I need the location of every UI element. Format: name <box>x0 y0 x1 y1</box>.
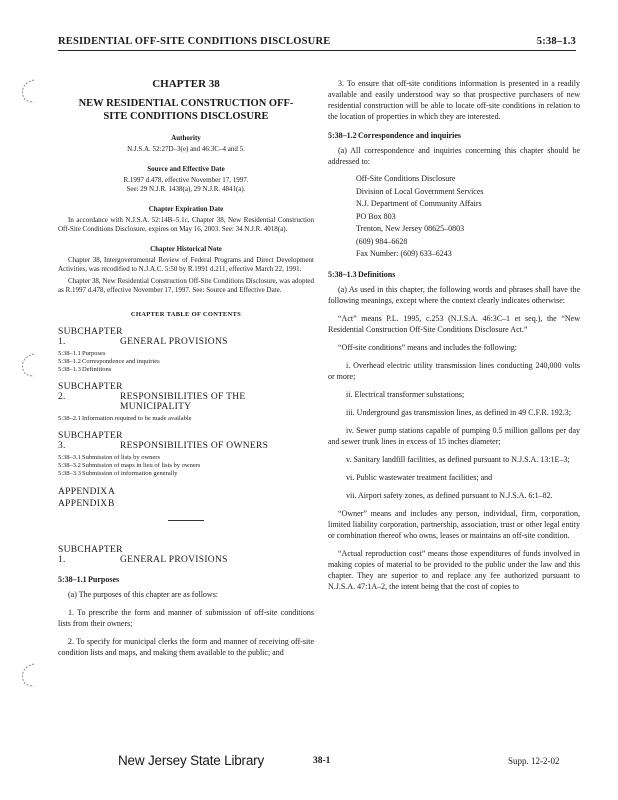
address-line: Division of Local Government Services <box>356 186 484 196</box>
left-column <box>58 66 314 658</box>
page-number: 38-1 <box>313 756 331 766</box>
section-intro: (a) The purposes of this chapter are as follows: <box>68 590 219 599</box>
address-line: Off-Site Conditions Disclosure <box>356 174 456 183</box>
toc-item: 5:38–3.1Submission of lists by owners <box>58 454 161 461</box>
definition-owner: “Owner” means and includes any person, individual, firm, corporation, limited liability corporation, partnership, association, trust or other legal entity or combination thereof who owns, leases or maintains an off-site condition. <box>328 508 580 540</box>
source-line: See: 29 N.J.R. 1438(a), 29 N.J.R. 4841(a). <box>126 185 246 193</box>
chapter-number: CHAPTER 38 <box>152 78 220 90</box>
historical-paragraph: Chapter 38, Intergovernmental Review of Federal Programs and Direct Development Activities, was recodified to N.J.A.C. 5:50 by R.1991 d.211, effective March 22, 1991. <box>58 256 314 273</box>
source-line: R.1997 d.478, effective November 17, 1997. <box>123 176 249 184</box>
address-line: Trenton, New Jersey 08625–0803 <box>356 224 465 233</box>
purpose-item: 3. To ensure that off-site conditions information is presented in a readily available and easily understood way so that prospective purchasers of new residential construction will be able to locate off-site conditions in relation to the location of properties in which they are interested. <box>328 79 580 121</box>
toc-subchapter-title: RESPONSIBILITIES OF THE <box>120 392 246 402</box>
address-line: PO Box 803 <box>356 211 396 221</box>
subchapter-heading: SUBCHAPTER 1. GENERAL PROVISIONS <box>58 545 228 565</box>
source-heading: Source and Effective Date <box>147 165 225 173</box>
offsite-condition-item: iii. Underground gas transmission lines, as defined in 49 C.F.R. 192.3; <box>346 407 571 417</box>
historical-paragraph: Chapter 38, New Residential Construction Off-Site Conditions Disclosure, was adopted as R.1997 d.478, effective November 17, 1997. See: Source and Effective Date. <box>58 277 314 294</box>
toc-heading: CHAPTER TABLE OF CONTENTS <box>130 311 242 318</box>
definition-act: “Act” means P.L. 1995, c.253 (N.J.S.A. 46:3C–1 et seq.), the “New Residential Construction Off-Site Conditions Disclosure Act.” <box>328 313 580 334</box>
punch-hole-mark <box>18 78 40 104</box>
toc-subchapter-label: SUBCHAPTER 2. <box>58 382 123 402</box>
running-head <box>58 36 576 51</box>
address-line: (609) 984–6628 <box>356 236 408 246</box>
toc-subchapter-heading <box>58 431 314 451</box>
toc-subchapter-label: SUBCHAPTER 1. <box>58 327 123 347</box>
toc-subchapter-label: SUBCHAPTER 3. <box>58 431 123 451</box>
section-heading: 5:38–1.3Definitions <box>328 269 396 279</box>
section-heading: 5:38–1.1Purposes <box>58 575 120 584</box>
toc-item: 5:38–2.1Information required to be made available <box>58 415 192 422</box>
running-head-title: RESIDENTIAL OFF-SITE CONDITIONS DISCLOSURE <box>58 36 331 47</box>
toc-subchapter-title: GENERAL PROVISIONS <box>120 337 228 347</box>
definition-offsite: “Off-site conditions” means and includes the following: <box>338 342 517 352</box>
authority-heading: Authority <box>171 134 201 142</box>
library-stamp: New Jersey State Library <box>118 753 265 768</box>
toc-item: 5:38–1.2Correspondence and inquiries <box>58 358 160 365</box>
expiration-text: In accordance with N.J.S.A. 52:14B–5.1c, Chapter 38, New Residential Construction Off-Site Conditions Disclosure, expires on May 16, 2003. See: 34 N.J.R. 4018(a). <box>58 216 314 233</box>
divider <box>168 520 204 521</box>
section-intro: (a) As used in this chapter, the following words and phrases shall have the following meanings, except where the context clearly indicates otherwise: <box>328 284 580 305</box>
purpose-item: 1. To prescribe the form and manner of submission of off-site conditions lists from their owners; <box>58 608 314 628</box>
toc-item: 5:38–1.1Purposes <box>58 350 106 357</box>
offsite-condition-item: ii. Electrical transformer substations; <box>346 389 465 399</box>
address-line: Fax Number: (609) 633–6243 <box>356 249 452 258</box>
supplement-date: Supp. 12-2-02 <box>508 756 560 766</box>
offsite-condition-item: i. Overhead electric utility transmission lines conducting 240,000 volts or more; <box>328 360 580 381</box>
offsite-condition-item: vii. Airport safety zones, as defined pursuant to N.J.S.A. 6:1–82. <box>346 490 553 500</box>
section-text: (a) All correspondence and inquiries concerning this chapter should be addressed to: <box>328 146 580 166</box>
authority-text: N.J.S.A. 52:27D–3(e) and 46:3C–4 and 5. <box>127 145 245 153</box>
toc-subchapter-title-continued: MUNICIPALITY <box>120 402 192 412</box>
offsite-condition-item: vi. Public wastewater treatment facilities; and <box>346 472 493 482</box>
right-column <box>328 66 580 592</box>
purpose-item: 2. To specify for municipal clerks the form and manner of receiving off-site condition lists and maps, and making them available to the public; and <box>58 637 314 657</box>
toc-item: 5:38–3.3Submission of information generally <box>58 470 178 477</box>
mailing-address <box>328 173 580 261</box>
address-line: N.J. Department of Community Affairs <box>356 199 482 208</box>
toc-item: 5:38–3.2Submission of maps in lieu of lists by owners <box>58 462 201 469</box>
historical-heading: Chapter Historical Note <box>150 245 222 253</box>
punch-hole-mark <box>18 662 40 688</box>
punch-hole-mark <box>18 352 40 378</box>
chapter-title: NEW RESIDENTIAL CONSTRUCTION OFF-SITE CONDITIONS DISCLOSURE <box>78 98 294 122</box>
toc-item: 5:38–1.3Definitions <box>58 366 112 373</box>
section-heading: 5:38–1.2Correspondence and inquiries <box>328 131 461 140</box>
toc-appendix: APPENDIXB <box>58 499 115 509</box>
running-head-section: 5:38–1.3 <box>536 36 576 47</box>
offsite-condition-item: v. Sanitary landfill facilities, as defined pursuant to N.J.S.A. 13:1E–3; <box>346 454 570 464</box>
expiration-heading: Chapter Expiration Date <box>148 205 224 213</box>
offsite-condition-item: iv. Sewer pump stations capable of pumping 0.5 million gallons per day and sewer trunk lines in excess of 15 inches diameter; <box>328 425 580 446</box>
toc-subchapter-title: RESPONSIBILITIES OF OWNERS <box>120 441 269 451</box>
toc-subchapter-heading <box>58 382 314 402</box>
toc-appendix: APPENDIXA <box>58 487 116 497</box>
toc-subchapter-heading <box>58 327 314 347</box>
definition-cost: “Actual reproduction cost” means those expenditures of funds involved in making copies of material to be provided to the public under the law and this chapter. They are superior to and replace any fee authorized pursuant to N.J.S.A. 47:1A–2, the intent being that the cost of copies to <box>328 548 580 591</box>
